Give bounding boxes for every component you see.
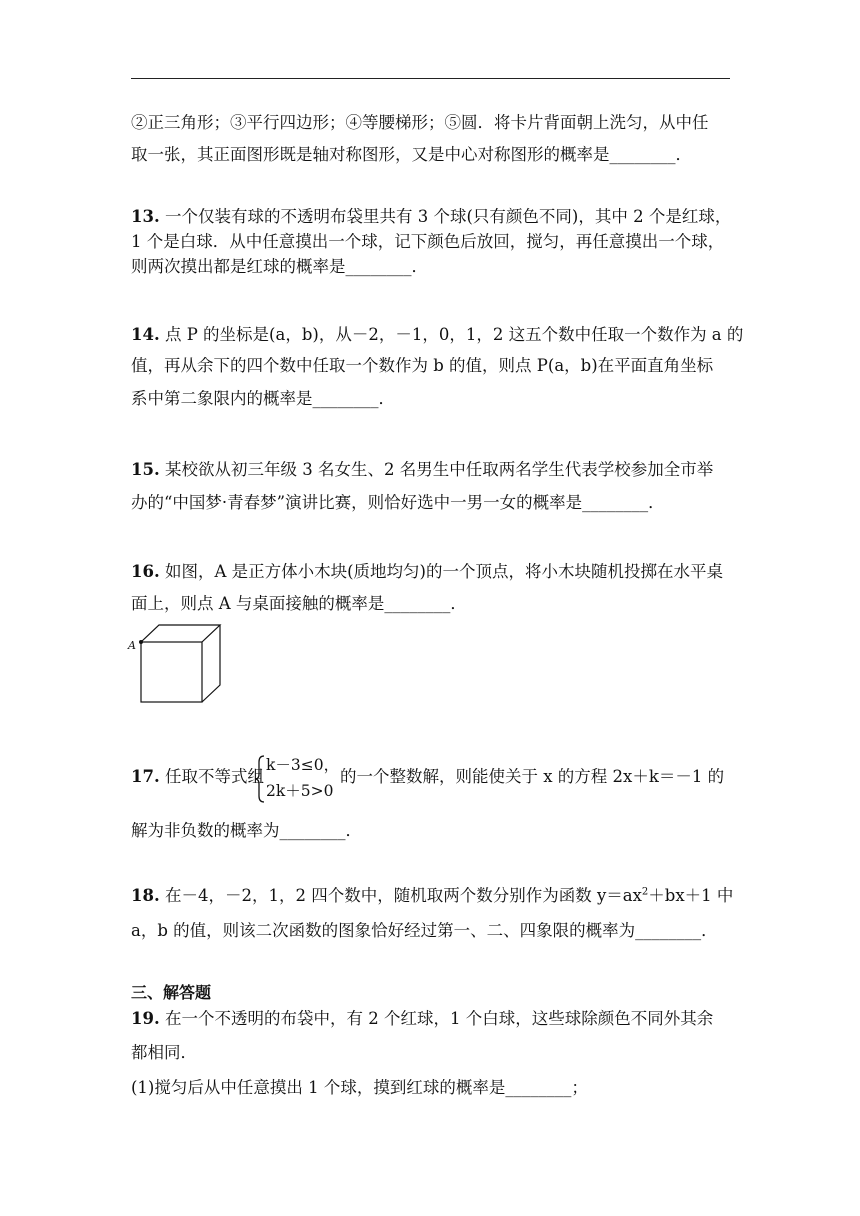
q17-text-pre: 任取不等式组 — [159, 767, 264, 786]
q18-line-1 — [131, 886, 733, 906]
q16-text-1: 如图，A 是正方体小木块(质地均匀)的一个顶点，将小木块随机投掷在水平桌 — [159, 562, 723, 581]
q14-line-2: 值，再从余下的四个数中任取一个数作为 b 的值，则点 P(a，b)在平面直角坐标 — [131, 356, 714, 375]
q19-line-2: 都相同． — [131, 1043, 197, 1062]
q13-line-3: 则两次摸出都是红球的概率是________． — [131, 257, 428, 276]
q19-text-1: 在一个不透明的布袋中，有 2 个红球，1 个白球，这些球除颜色不同外其余 — [159, 1009, 714, 1028]
q14-line-3: 系中第二象限内的概率是________． — [131, 389, 395, 408]
q16-line-1 — [131, 562, 723, 582]
q13-number: 13. — [131, 207, 160, 226]
q19-number: 19. — [131, 1009, 160, 1028]
q17-text-post: 的一个整数解，则能使关于 x 的方程 2x＋k＝－1 的 — [340, 767, 725, 786]
section-heading: 三、解答题 — [131, 983, 212, 1002]
q13-line-1 — [131, 207, 731, 227]
q12-line-2: 取一张，其正面图形既是轴对称图形，又是中心对称图形的概率是________． — [131, 145, 692, 164]
q19-sub-1: (1)搅匀后从中任意摸出 1 个球，摸到红球的概率是________； — [131, 1078, 588, 1097]
q15-line-2: 办的“中国梦·青春梦”演讲比赛，则恰好选中一男一女的概率是________． — [131, 493, 665, 512]
q12-line-1: ②正三角形；③平行四边形；④等腰梯形；⑤圆．将卡片背面朝上洗匀，从中任 — [131, 113, 709, 132]
q13-text-1: 一个仅装有球的不透明布袋里共有 3 个球(只有颜色不同)，其中 2 个是红球， — [159, 207, 732, 226]
q17-inequality-1: k－3≤0， — [266, 756, 340, 774]
q18-number: 18. — [131, 886, 160, 905]
cube-side-face — [202, 625, 220, 702]
q14-text-1: 点 P 的坐标是(a，b)，从－2，－1，0，1，2 这五个数中任取一个数作为 a 的 — [159, 325, 744, 344]
q18-text-1a: 在－4，－2，1，2 四个数中，随机取两个数分别作为函数 y＝ax — [159, 886, 642, 905]
q15-line-1 — [131, 460, 713, 480]
q18-exponent: 2 — [641, 886, 649, 898]
vertex-a-dot — [139, 640, 143, 644]
q13-line-2: 1 个是白球．从中任意摸出一个球，记下颜色后放回，搅匀，再任意摸出一个球， — [131, 232, 725, 251]
q14-line-1 — [131, 325, 743, 345]
cube-figure — [126, 622, 226, 708]
cube-top-face — [141, 625, 220, 642]
inequality-brace — [253, 754, 267, 804]
q18-text-1b: ＋bx＋1 中 — [648, 886, 734, 905]
q14-number: 14. — [131, 325, 160, 344]
q17-number: 17. — [131, 767, 160, 786]
q15-text-1: 某校欲从初三年级 3 名女生、2 名男生中任取两名学生代表学校参加全市举 — [159, 460, 714, 479]
vertex-a-label: A — [128, 639, 136, 652]
q17-line-2: 解为非负数的概率为________． — [131, 821, 362, 840]
q17-inequality-2: 2k＋5>0 — [266, 782, 334, 800]
q16-line-2: 面上，则点 A 与桌面接触的概率是________． — [131, 594, 467, 613]
header-rule — [131, 78, 730, 79]
q18-line-2: a，b 的值，则该二次函数的图象恰好经过第一、二、四象限的概率为________． — [131, 921, 718, 940]
q19-line-1 — [131, 1009, 713, 1029]
q16-number: 16. — [131, 562, 160, 581]
q15-number: 15. — [131, 460, 160, 479]
cube-front-face — [141, 642, 202, 702]
q17-line-1 — [131, 767, 264, 787]
